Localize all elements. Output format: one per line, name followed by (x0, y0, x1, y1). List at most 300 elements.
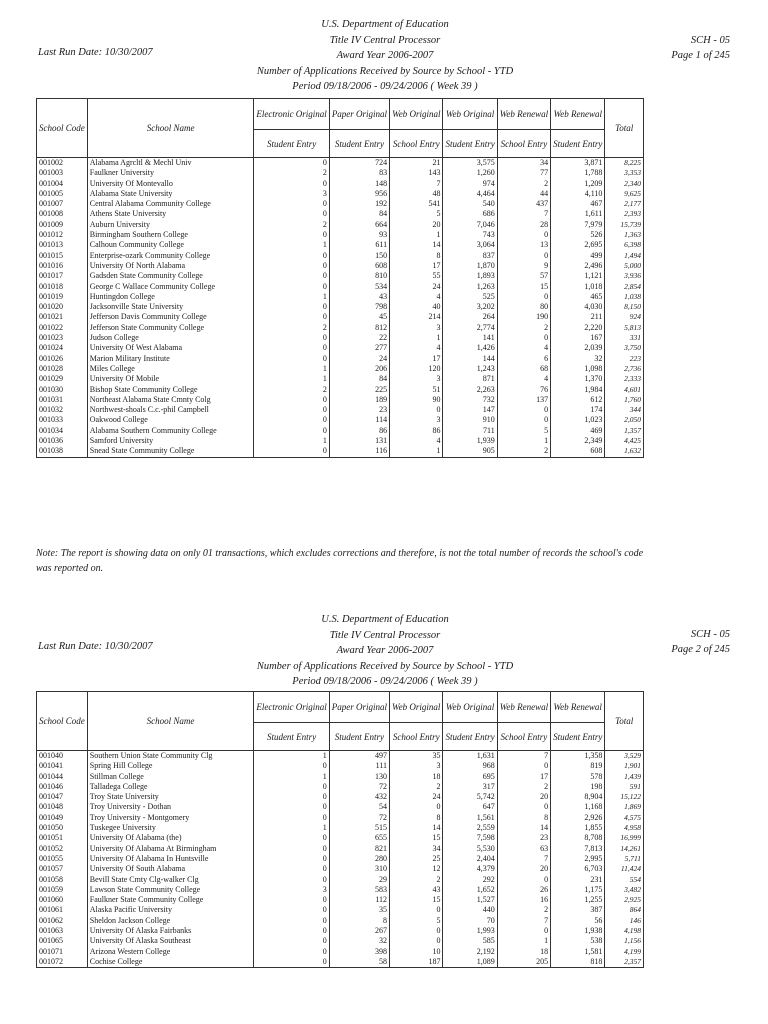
table-row (37, 230, 644, 240)
web-renewal-student-cell: 2,995 (551, 854, 605, 864)
web-renewal-school-cell: 76 (497, 385, 550, 395)
web-original-student-cell: 647 (443, 802, 497, 812)
paper-original-cell: 116 (329, 446, 389, 457)
table-row (37, 333, 644, 343)
total-cell: 2,736 (605, 364, 644, 374)
school-code-cell: 001018 (37, 282, 88, 292)
table-row (37, 854, 644, 864)
web-original-student-cell: 686 (443, 209, 497, 219)
web-original-school-cell: 3 (390, 374, 443, 384)
electronic-original-cell: 0 (254, 864, 329, 874)
report-note: Note: The report is showing data on only 01 transactions, which excludes corrections and therefore, is not the total number of records the school's code was reported on. (36, 548, 644, 574)
paper-original-cell: 84 (329, 374, 389, 384)
school-code-cell: 001019 (37, 292, 88, 302)
web-renewal-school-cell: 8 (497, 813, 550, 823)
table-row (37, 782, 644, 792)
web-original-school-cell: 17 (390, 354, 443, 364)
table-row (37, 364, 644, 374)
web-renewal-student-cell: 1,168 (551, 802, 605, 812)
web-renewal-student-cell: 1,175 (551, 885, 605, 895)
school-name-cell: University Of North Alabama (87, 261, 254, 271)
table-row (37, 292, 644, 302)
report-id (671, 33, 730, 63)
electronic-original-cell: 0 (254, 179, 329, 189)
col-total: Total (605, 692, 644, 751)
electronic-original-cell: 0 (254, 354, 329, 364)
web-original-student-cell: 871 (443, 374, 497, 384)
web-renewal-student-cell: 1,611 (551, 209, 605, 219)
col-web-renewal-student: Web Renewal (551, 99, 605, 130)
total-cell: 3,482 (605, 885, 644, 895)
web-original-student-cell: 1,993 (443, 926, 497, 936)
web-original-school-cell: 8 (390, 251, 443, 261)
web-original-student-cell: 5,530 (443, 844, 497, 854)
header-line-dept: U.S. Department of Education (321, 19, 449, 30)
col-total: Total (605, 99, 644, 158)
sub-school-entry: School Entry (390, 723, 443, 751)
col-web-original-student: Web Original (443, 692, 497, 723)
school-code-cell: 001005 (37, 189, 88, 199)
web-original-student-cell: 147 (443, 405, 497, 415)
school-name-cell: Snead State Community College (87, 446, 254, 457)
web-renewal-school-cell: 44 (497, 189, 550, 199)
total-cell: 3,936 (605, 271, 644, 281)
paper-original-cell: 23 (329, 405, 389, 415)
web-renewal-school-cell: 0 (497, 802, 550, 812)
web-renewal-student-cell: 465 (551, 292, 605, 302)
electronic-original-cell: 1 (254, 751, 329, 762)
web-renewal-student-cell: 526 (551, 230, 605, 240)
school-code-cell: 001072 (37, 957, 88, 968)
school-code-cell: 001031 (37, 395, 88, 405)
web-original-school-cell: 7 (390, 179, 443, 189)
web-original-student-cell: 1,561 (443, 813, 497, 823)
school-name-cell: Northwest-shoals C.c.-phil Campbell (87, 405, 254, 415)
total-cell: 2,925 (605, 895, 644, 905)
school-code-cell: 001036 (37, 436, 88, 446)
last-run-date: Last Run Date: 10/30/2007 (38, 47, 153, 58)
total-cell: 1,357 (605, 426, 644, 436)
web-original-student-cell: 711 (443, 426, 497, 436)
web-renewal-student-cell: 387 (551, 905, 605, 915)
school-name-cell: Calhoun Community College (87, 240, 254, 250)
web-renewal-school-cell: 0 (497, 405, 550, 415)
web-original-school-cell: 0 (390, 926, 443, 936)
report-id (671, 627, 730, 657)
table-row (37, 158, 644, 169)
total-cell: 554 (605, 875, 644, 885)
school-code-cell: 001028 (37, 364, 88, 374)
web-original-school-cell: 4 (390, 436, 443, 446)
paper-original-cell: 43 (329, 292, 389, 302)
school-code-cell: 001050 (37, 823, 88, 833)
table-row (37, 426, 644, 436)
school-name-cell: Miles College (87, 364, 254, 374)
electronic-original-cell: 0 (254, 405, 329, 415)
header-line-period: Period 09/18/2006 - 09/24/2006 ( Week 39 ) (292, 81, 478, 92)
electronic-original-cell: 0 (254, 333, 329, 343)
total-cell: 2,854 (605, 282, 644, 292)
school-name-cell: Athens State University (87, 209, 254, 219)
report-code: SCH - 05 (690, 35, 730, 46)
header-line-award-year: Award Year 2006-2007 (336, 50, 434, 61)
table-body (37, 158, 644, 458)
total-cell: 146 (605, 916, 644, 926)
sub-school-entry: School Entry (497, 723, 550, 751)
table-row (37, 751, 644, 762)
electronic-original-cell: 1 (254, 374, 329, 384)
school-code-cell: 001038 (37, 446, 88, 457)
table-row (37, 926, 644, 936)
web-renewal-student-cell: 7,979 (551, 220, 605, 230)
paper-original-cell: 29 (329, 875, 389, 885)
school-code-cell: 001030 (37, 385, 88, 395)
table-row (37, 905, 644, 915)
web-original-school-cell: 1 (390, 230, 443, 240)
web-renewal-student-cell: 7,813 (551, 844, 605, 854)
paper-original-cell: 798 (329, 302, 389, 312)
paper-original-cell: 58 (329, 957, 389, 968)
table-row (37, 271, 644, 281)
total-cell: 4,198 (605, 926, 644, 936)
school-code-cell: 001032 (37, 405, 88, 415)
table-row (37, 354, 644, 364)
web-renewal-student-cell: 2,349 (551, 436, 605, 446)
web-original-school-cell: 43 (390, 885, 443, 895)
web-renewal-school-cell: 2 (497, 179, 550, 189)
table-row (37, 436, 644, 446)
web-renewal-student-cell: 608 (551, 446, 605, 457)
header-line-dept: U.S. Department of Education (321, 614, 449, 625)
total-cell: 2,357 (605, 957, 644, 968)
total-cell: 1,869 (605, 802, 644, 812)
web-renewal-school-cell: 0 (497, 333, 550, 343)
web-original-school-cell: 20 (390, 220, 443, 230)
web-original-school-cell: 90 (390, 395, 443, 405)
electronic-original-cell: 0 (254, 230, 329, 240)
school-name-cell: Sheldon Jackson College (87, 916, 254, 926)
web-renewal-student-cell: 2,039 (551, 343, 605, 353)
table-row (37, 772, 644, 782)
table-row (37, 957, 644, 968)
table-row (37, 792, 644, 802)
school-code-cell: 001058 (37, 875, 88, 885)
paper-original-cell: 114 (329, 415, 389, 425)
table-row (37, 168, 644, 178)
school-name-cell: Faulkner University (87, 168, 254, 178)
web-renewal-student-cell: 1,358 (551, 751, 605, 762)
web-renewal-school-cell: 9 (497, 261, 550, 271)
sub-student-entry: Student Entry (551, 723, 605, 751)
school-name-cell: University Of Alabama In Huntsville (87, 854, 254, 864)
paper-original-cell: 22 (329, 333, 389, 343)
school-name-cell: Samford University (87, 436, 254, 446)
school-name-cell: Marion Military Institute (87, 354, 254, 364)
web-renewal-student-cell: 2,695 (551, 240, 605, 250)
total-cell: 3,529 (605, 751, 644, 762)
paper-original-cell: 112 (329, 895, 389, 905)
school-name-cell: Spring Hill College (87, 761, 254, 771)
web-renewal-student-cell: 6,703 (551, 864, 605, 874)
web-original-student-cell: 3,575 (443, 158, 497, 169)
total-cell: 15,122 (605, 792, 644, 802)
web-renewal-student-cell: 499 (551, 251, 605, 261)
school-code-cell: 001063 (37, 926, 88, 936)
electronic-original-cell: 0 (254, 251, 329, 261)
web-original-school-cell: 24 (390, 792, 443, 802)
web-original-school-cell: 14 (390, 823, 443, 833)
web-renewal-school-cell: 63 (497, 844, 550, 854)
paper-original-cell: 611 (329, 240, 389, 250)
school-code-cell: 001022 (37, 323, 88, 333)
web-original-school-cell: 25 (390, 854, 443, 864)
web-renewal-student-cell: 174 (551, 405, 605, 415)
school-code-cell: 001040 (37, 751, 88, 762)
paper-original-cell: 189 (329, 395, 389, 405)
col-school-name: School Name (87, 692, 254, 751)
header-line-processor: Title IV Central Processor (329, 629, 441, 641)
table-row (37, 240, 644, 250)
paper-original-cell: 810 (329, 271, 389, 281)
web-renewal-student-cell: 1,581 (551, 947, 605, 957)
web-original-student-cell: 440 (443, 905, 497, 915)
table-row (37, 199, 644, 209)
paper-original-cell: 664 (329, 220, 389, 230)
web-original-student-cell: 1,893 (443, 271, 497, 281)
paper-original-cell: 432 (329, 792, 389, 802)
paper-original-cell: 206 (329, 364, 389, 374)
web-renewal-school-cell: 18 (497, 947, 550, 957)
school-code-cell: 001052 (37, 844, 88, 854)
school-code-cell: 001016 (37, 261, 88, 271)
web-original-student-cell: 974 (443, 179, 497, 189)
web-original-student-cell: 1,527 (443, 895, 497, 905)
school-name-cell: University Of Alaska Fairbanks (87, 926, 254, 936)
web-original-school-cell: 40 (390, 302, 443, 312)
electronic-original-cell: 0 (254, 895, 329, 905)
header-line-report-title: Number of Applications Received by Source by School - YTD (256, 65, 514, 77)
web-original-student-cell: 7,046 (443, 220, 497, 230)
table-row (37, 833, 644, 843)
total-cell: 223 (605, 354, 644, 364)
school-name-cell: Central Alabama Community College (87, 199, 254, 209)
table-row (37, 802, 644, 812)
paper-original-cell: 583 (329, 885, 389, 895)
electronic-original-cell: 0 (254, 426, 329, 436)
web-renewal-student-cell: 2,220 (551, 323, 605, 333)
school-name-cell: Bishop State Community College (87, 385, 254, 395)
web-renewal-school-cell: 80 (497, 302, 550, 312)
web-renewal-student-cell: 1,370 (551, 374, 605, 384)
school-name-cell: Alabama Southern Community College (87, 426, 254, 436)
web-original-student-cell: 2,559 (443, 823, 497, 833)
school-code-cell: 001024 (37, 343, 88, 353)
paper-original-cell: 225 (329, 385, 389, 395)
paper-original-cell: 310 (329, 864, 389, 874)
school-code-cell: 001009 (37, 220, 88, 230)
total-cell: 864 (605, 905, 644, 915)
school-code-cell: 001013 (37, 240, 88, 250)
total-cell: 2,340 (605, 179, 644, 189)
web-original-school-cell: 48 (390, 189, 443, 199)
table-row (37, 189, 644, 199)
web-renewal-school-cell: 26 (497, 885, 550, 895)
web-original-school-cell: 120 (390, 364, 443, 374)
school-name-cell: Tuskegee University (87, 823, 254, 833)
web-original-student-cell: 2,263 (443, 385, 497, 395)
web-original-school-cell: 4 (390, 343, 443, 353)
web-renewal-student-cell: 198 (551, 782, 605, 792)
web-renewal-school-cell: 23 (497, 833, 550, 843)
paper-original-cell: 497 (329, 751, 389, 762)
electronic-original-cell: 3 (254, 189, 329, 199)
web-original-school-cell: 0 (390, 802, 443, 812)
web-original-school-cell: 5 (390, 916, 443, 926)
paper-original-cell: 72 (329, 782, 389, 792)
school-name-cell: Lawson State Community College (87, 885, 254, 895)
school-name-cell: Faulkner State Community College (87, 895, 254, 905)
web-renewal-school-cell: 437 (497, 199, 550, 209)
web-renewal-school-cell: 1 (497, 936, 550, 946)
web-original-school-cell: 2 (390, 782, 443, 792)
electronic-original-cell: 0 (254, 312, 329, 322)
electronic-original-cell: 0 (254, 936, 329, 946)
last-run-date: Last Run Date: 10/30/2007 (38, 641, 153, 652)
web-original-student-cell: 837 (443, 251, 497, 261)
electronic-original-cell: 0 (254, 343, 329, 353)
web-renewal-school-cell: 0 (497, 230, 550, 240)
school-name-cell: Talladega College (87, 782, 254, 792)
sub-student-entry: Student Entry (443, 130, 497, 158)
col-web-original-student: Web Original (443, 99, 497, 130)
total-cell: 6,398 (605, 240, 644, 250)
web-original-school-cell: 21 (390, 158, 443, 169)
electronic-original-cell: 0 (254, 802, 329, 812)
sub-student-entry: Student Entry (329, 130, 389, 158)
sub-student-entry: Student Entry (329, 723, 389, 751)
paper-original-cell: 821 (329, 844, 389, 854)
table-row (37, 947, 644, 957)
school-name-cell: University Of South Alabama (87, 864, 254, 874)
electronic-original-cell: 2 (254, 168, 329, 178)
table-body (37, 751, 644, 968)
web-original-student-cell: 1,652 (443, 885, 497, 895)
school-code-cell: 001044 (37, 772, 88, 782)
web-renewal-student-cell: 818 (551, 957, 605, 968)
web-renewal-student-cell: 1,121 (551, 271, 605, 281)
school-code-cell: 001026 (37, 354, 88, 364)
web-renewal-school-cell: 0 (497, 415, 550, 425)
total-cell: 16,999 (605, 833, 644, 843)
school-name-cell: Troy State University (87, 792, 254, 802)
school-code-cell: 001046 (37, 782, 88, 792)
paper-original-cell: 130 (329, 772, 389, 782)
table-row (37, 251, 644, 261)
school-name-cell: University Of Alaska Southeast (87, 936, 254, 946)
web-renewal-student-cell: 56 (551, 916, 605, 926)
total-cell: 1,760 (605, 395, 644, 405)
web-renewal-student-cell: 4,110 (551, 189, 605, 199)
web-renewal-student-cell: 3,871 (551, 158, 605, 169)
web-original-school-cell: 15 (390, 895, 443, 905)
school-code-cell: 001020 (37, 302, 88, 312)
total-cell: 2,393 (605, 209, 644, 219)
web-original-student-cell: 141 (443, 333, 497, 343)
paper-original-cell: 8 (329, 916, 389, 926)
electronic-original-cell: 0 (254, 209, 329, 219)
web-original-student-cell: 1,243 (443, 364, 497, 374)
web-original-student-cell: 968 (443, 761, 497, 771)
school-code-cell: 001061 (37, 905, 88, 915)
web-renewal-school-cell: 0 (497, 761, 550, 771)
web-original-student-cell: 1,426 (443, 343, 497, 353)
col-electronic-original: Electronic Original (254, 692, 329, 723)
school-code-cell: 001071 (37, 947, 88, 957)
paper-original-cell: 655 (329, 833, 389, 843)
web-original-school-cell: 86 (390, 426, 443, 436)
electronic-original-cell: 0 (254, 813, 329, 823)
web-original-student-cell: 732 (443, 395, 497, 405)
school-code-cell: 001062 (37, 916, 88, 926)
total-cell: 4,575 (605, 813, 644, 823)
web-renewal-school-cell: 15 (497, 282, 550, 292)
web-original-school-cell: 51 (390, 385, 443, 395)
paper-original-cell: 724 (329, 158, 389, 169)
paper-original-cell: 72 (329, 813, 389, 823)
paper-original-cell: 280 (329, 854, 389, 864)
paper-original-cell: 83 (329, 168, 389, 178)
electronic-original-cell: 0 (254, 844, 329, 854)
web-renewal-school-cell: 205 (497, 957, 550, 968)
web-original-student-cell: 3,064 (443, 240, 497, 250)
table-row (37, 220, 644, 230)
paper-original-cell: 534 (329, 282, 389, 292)
total-cell: 1,632 (605, 446, 644, 457)
col-electronic-original: Electronic Original (254, 99, 329, 130)
page-number: Page 1 of 245 (671, 50, 730, 61)
table-row (37, 405, 644, 415)
table-row (37, 885, 644, 895)
school-code-cell: 001055 (37, 854, 88, 864)
table-row (37, 415, 644, 425)
electronic-original-cell: 0 (254, 905, 329, 915)
table-row (37, 864, 644, 874)
col-school-name: School Name (87, 99, 254, 158)
web-renewal-school-cell: 0 (497, 926, 550, 936)
web-renewal-student-cell: 211 (551, 312, 605, 322)
school-code-cell: 001023 (37, 333, 88, 343)
web-renewal-school-cell: 20 (497, 792, 550, 802)
web-original-school-cell: 214 (390, 312, 443, 322)
web-original-student-cell: 695 (443, 772, 497, 782)
total-cell: 3,353 (605, 168, 644, 178)
table-row (37, 302, 644, 312)
col-paper-original: Paper Original (329, 99, 389, 130)
web-renewal-school-cell: 2 (497, 323, 550, 333)
electronic-original-cell: 1 (254, 772, 329, 782)
applications-table (36, 691, 644, 968)
school-name-cell: Alabama Agrcltl & Mechl Univ (87, 158, 254, 169)
web-original-student-cell: 317 (443, 782, 497, 792)
electronic-original-cell: 0 (254, 792, 329, 802)
table-row (37, 813, 644, 823)
table-row (37, 374, 644, 384)
school-name-cell: Oakwood College (87, 415, 254, 425)
school-code-cell: 001034 (37, 426, 88, 436)
paper-original-cell: 277 (329, 343, 389, 353)
table-row (37, 844, 644, 854)
web-renewal-student-cell: 1,255 (551, 895, 605, 905)
